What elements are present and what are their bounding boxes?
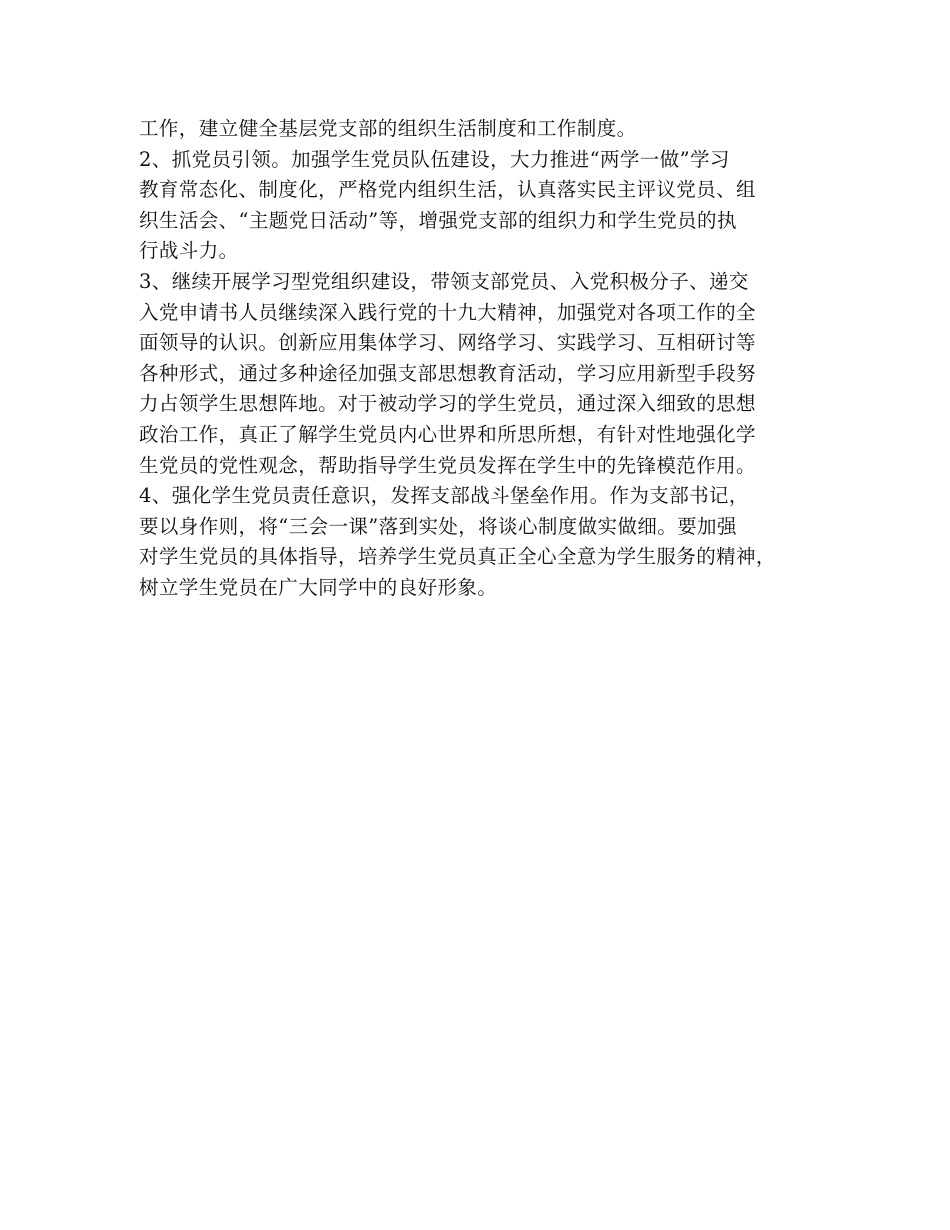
document-body bbox=[139, 114, 829, 604]
text-line: 行战斗力。 bbox=[139, 239, 239, 263]
text-line: 生党员的党性观念，帮助指导学生党员发挥在学生中的先锋模范作用。 bbox=[139, 453, 756, 477]
text-line: 各种形式，通过多种途径加强支部思想教育活动，学习应用新型手段努 bbox=[139, 361, 756, 385]
text-line: 力占领学生思想阵地。对于被动学习的学生党员，通过深入细致的思想 bbox=[139, 392, 756, 416]
text-line: 工作，建立健全基层党支部的组织生活制度和工作制度。 bbox=[139, 117, 637, 140]
text-line: 入党申请书人员继续深入践行党的十九大精神，加强党对各项工作的全 bbox=[139, 300, 756, 324]
text-line: 4、强化学生党员责任意识，发挥支部战斗堡垒作用。作为支部书记， bbox=[139, 484, 749, 508]
text-line: 2、抓党员引领。加强学生党员队伍建设，大力推进“两学一做”学习 bbox=[139, 147, 730, 171]
text-line: 政治工作，真正了解学生党员内心世界和所思所想，有针对性地强化学 bbox=[139, 422, 756, 446]
text-line: 织生活会、“主题党日活动”等，增强党支部的组织力和学生党员的执 bbox=[139, 208, 737, 232]
text-line: 3、继续开展学习型党组织建设，带领支部党员、入党积极分子、递交 bbox=[139, 269, 749, 293]
text-line: 面领导的认识。创新应用集体学习、网络学习、实践学习、互相研讨等 bbox=[139, 331, 756, 355]
text-line: 教育常态化、制度化，严格党内组织生活，认真落实民主评议党员、组 bbox=[139, 178, 756, 202]
text-line: 树立学生党员在广大同学中的良好形象。 bbox=[139, 575, 498, 599]
text-line: 要以身作则，将“三会一课”落到实处，将谈心制度做实做细。要加强 bbox=[139, 514, 737, 538]
text-line: 对学生党员的具体指导，培养学生党员真正全心全意为学生服务的精神， bbox=[139, 545, 776, 569]
